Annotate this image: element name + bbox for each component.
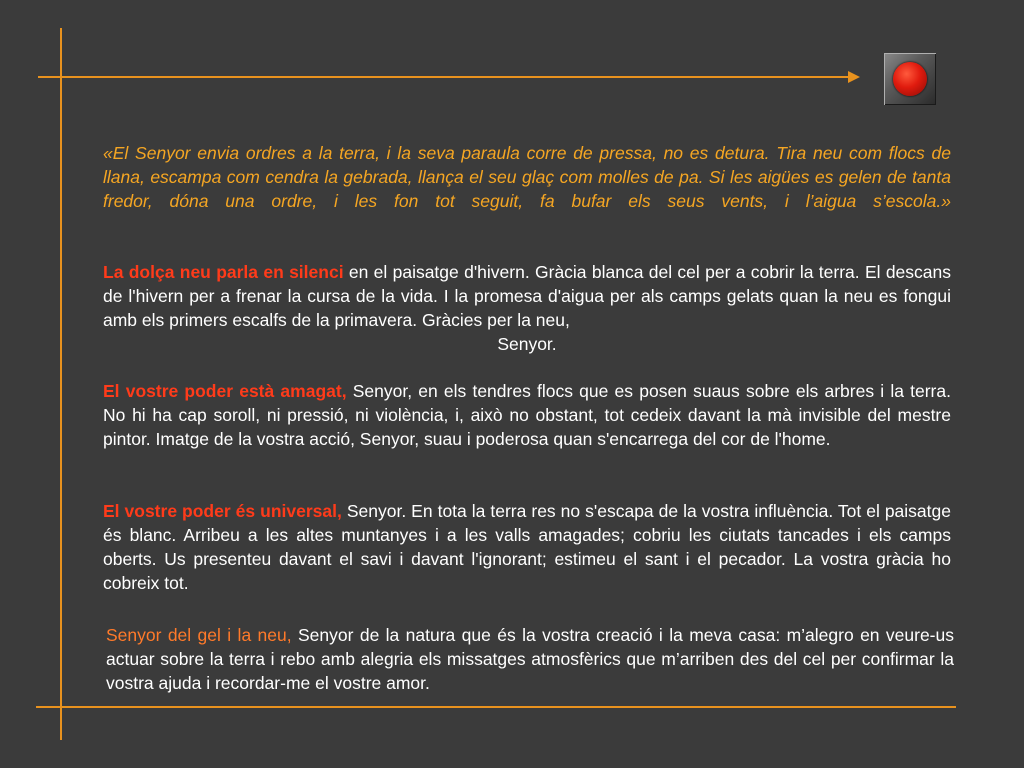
paragraph-text: en el paisatge d'hivern. Gràcia blanca del cel per a cobrir la terra. El descans de l'hivern per a frenar la cursa de la vida. I la promesa d'aigua per als camps gelats quan la neu es fongui amb els primers escalfs de la primavera. Gràcies per la neu,	[103, 262, 952, 330]
top-decor-line	[38, 76, 850, 78]
paragraph-text: Senyor de la natura que és la vostra creació i la meva casa: m’alegro en veure-us actuar sobre la terra i rebo amb alegria els missatges atmosfèrics que m’arriben des del cel per confirmar la vostra ajuda i recordar-me el vostre amor.	[106, 625, 954, 693]
left-decor-line	[60, 28, 62, 740]
paragraph-hidden-power	[103, 379, 951, 451]
bottom-decor-line	[36, 706, 956, 708]
paragraph-tail: Senyor.	[497, 334, 557, 354]
arrow-head-icon	[848, 71, 860, 83]
paragraph-highlight: El vostre poder està amagat,	[103, 381, 347, 401]
paragraph-text: Senyor, en els tendres flocs que es posen suaus sobre els arbres i la terra. No hi ha cap soroll, ni pressió, ni violència, i, això no obstant, tot cedeix davant la mà invisible del mestre pintor. Imatge de la vostra acció, Senyor, suau i poderosa quan s'encarrega del cor de l'home.	[103, 381, 951, 449]
record-icon	[893, 62, 927, 96]
quote-paragraph: «El Senyor envia ordres a la terra, i la seva paraula corre de pressa, no es detura. Tira neu com flocs de llana, escampa com cendra la gebrada, llança el seu glaç com molles de pa. Si les aigües es gelen de tanta fredor, dóna una ordre, i les fon tot seguit, fa bufar els seus vents, i l’aigua s’escola.»	[103, 143, 951, 211]
record-button[interactable]	[884, 53, 936, 105]
paragraph-highlight: El vostre poder és universal,	[103, 501, 342, 521]
paragraph-text: Senyor. En tota la terra res no s'escapa de la vostra influència. Tot el paisatge és blanc. Arribeu a les altes muntanyes i a les valls amagades; cobriu les ciutats tancades i els camps oberts. Us presenteu davant el savi i davant l'ignorant; estimeu el sant i el pecador. La vostra gràcia ho cobreix tot.	[103, 501, 951, 593]
paragraph-universal-power	[103, 499, 951, 595]
paragraph-highlight: La dolça neu parla en silenci	[103, 262, 344, 282]
paragraph-lord-of-snow	[106, 623, 954, 695]
paragraph-highlight: Senyor del gel i la neu,	[106, 625, 292, 645]
paragraph-silence	[103, 260, 951, 356]
